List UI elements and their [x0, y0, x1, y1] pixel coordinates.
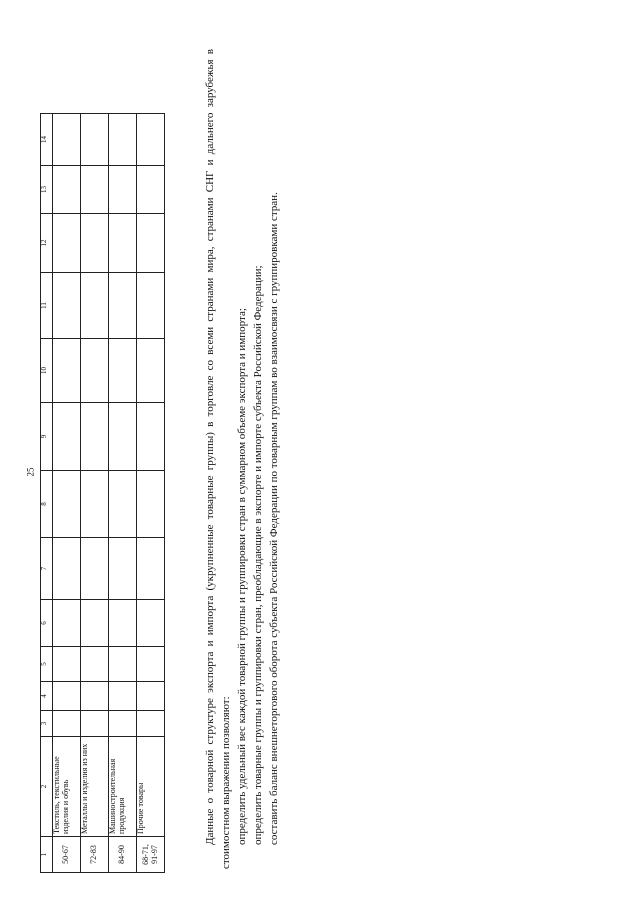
table-cell: [109, 114, 137, 166]
table-cell: [109, 711, 137, 737]
table-cell: [109, 339, 137, 403]
trade-structure-table: [40, 113, 165, 873]
table-cell: [109, 538, 137, 600]
table-cell: [53, 471, 81, 538]
table-cell: [109, 214, 137, 273]
table-cell: [53, 711, 81, 737]
table-cell: [109, 600, 137, 647]
table-cell: [81, 114, 109, 166]
table-cell: [53, 114, 81, 166]
table-cell: [81, 538, 109, 600]
table-cell: [53, 647, 81, 682]
column-header: 14: [41, 114, 53, 166]
table-cell: [81, 600, 109, 647]
rotated-page-content: [40, 13, 340, 873]
column-header: 10: [41, 339, 53, 403]
table-row: [109, 114, 137, 873]
commodity-name: Прочие товары: [137, 737, 165, 837]
table-cell: [109, 273, 137, 339]
table-cell: [137, 600, 165, 647]
table-cell: [81, 647, 109, 682]
table-cell: [109, 166, 137, 214]
column-header: 4: [41, 682, 53, 711]
table-cell: [137, 711, 165, 737]
table-row: [137, 114, 165, 873]
table-cell: [53, 403, 81, 471]
list-item: определить удельный вес каждой товарной группы и группировки стран в суммарном объеме экспорта и импорта;: [236, 308, 248, 845]
table-cell: [81, 711, 109, 737]
table-cell: [81, 403, 109, 471]
commodity-code: 72-83: [81, 837, 109, 873]
table-cell: [81, 166, 109, 214]
column-header: 7: [41, 538, 53, 600]
commodity-code: 84-90: [109, 837, 137, 873]
column-header: 13: [41, 166, 53, 214]
table-cell: [137, 403, 165, 471]
column-header: 8: [41, 471, 53, 538]
table-cell: [81, 471, 109, 538]
table-cell: [53, 600, 81, 647]
table-cell: [81, 273, 109, 339]
commodity-name: Металлы и изделия из них: [81, 737, 109, 837]
commodity-name: Машиностроительная продукция: [109, 737, 137, 837]
list-item: определить товарные группы и группировки стран, преобладающие в экспорте и импорте субъекта Российской Федерации;: [252, 265, 264, 845]
table-cell: [109, 471, 137, 538]
table-cell: [109, 403, 137, 471]
table-row: [81, 114, 109, 873]
table-row: [53, 114, 81, 873]
column-header: 12: [41, 214, 53, 273]
intro-paragraph: Данные о товарной структуре экспорта и импорта (укрупненные товарные группы) в торговле со всеми странами мира, странами СНГ и дальнего зарубежья в стоимостном выражении позволяют:: [204, 49, 232, 869]
commodity-code: 68-71, 91-97: [137, 837, 165, 873]
column-header: 6: [41, 600, 53, 647]
table-cell: [137, 214, 165, 273]
table-cell: [81, 339, 109, 403]
column-header: 11: [41, 273, 53, 339]
table-cell: [109, 682, 137, 711]
table-cell: [53, 214, 81, 273]
commodity-name: Текстиль, текстильные изделия и обувь: [53, 737, 81, 837]
column-header: 2: [41, 737, 53, 837]
table-cell: [137, 647, 165, 682]
column-header: 1: [41, 837, 53, 873]
table-cell: [53, 538, 81, 600]
table-cell: [137, 538, 165, 600]
table-cell: [137, 166, 165, 214]
table-cell: [81, 214, 109, 273]
table-cell: [53, 273, 81, 339]
column-header: 5: [41, 647, 53, 682]
table-cell: [137, 471, 165, 538]
table-cell: [109, 647, 137, 682]
column-header: 9: [41, 403, 53, 471]
table-cell: [137, 114, 165, 166]
column-header: 3: [41, 711, 53, 737]
table-header-row: [41, 114, 53, 873]
table-cell: [137, 273, 165, 339]
table-cell: [53, 339, 81, 403]
table-cell: [53, 682, 81, 711]
table-cell: [137, 682, 165, 711]
commodity-code: 50-67: [53, 837, 81, 873]
list-item: составить баланс внешнеторгового оборота субъекта Российской Федерации по товарным группам во взаимосвязи с группировками стран.: [268, 192, 280, 845]
body-text: [202, 49, 282, 869]
table-cell: [81, 682, 109, 711]
table-cell: [53, 166, 81, 214]
table-cell: [137, 339, 165, 403]
